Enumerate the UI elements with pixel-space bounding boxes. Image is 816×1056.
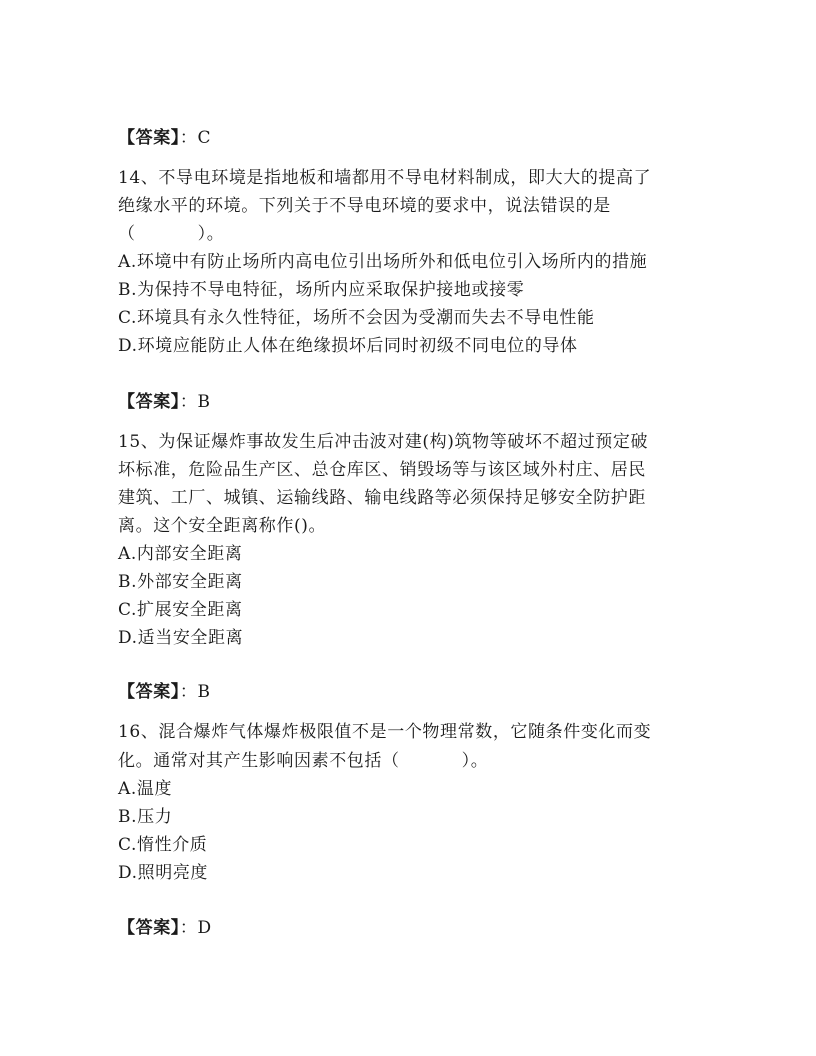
- question-16-option-c: C.惰性介质: [118, 835, 208, 855]
- answer-separator: ：: [179, 128, 198, 148]
- answer-label: 【答案】: [118, 392, 180, 412]
- answer-line-15: [118, 682, 211, 702]
- question-15-option-c: C.扩展安全距离: [118, 600, 243, 620]
- answer-value: B: [197, 682, 211, 702]
- answer-label: 【答案】: [118, 918, 180, 938]
- question-15-option-a: A.内部安全距离: [118, 544, 243, 564]
- question-16-option-b: B.压力: [118, 807, 173, 827]
- question-15-option-d: D.适当安全距离: [118, 628, 244, 648]
- question-15-option-b: B.外部安全距离: [118, 572, 243, 592]
- answer-label: 【答案】: [118, 128, 180, 148]
- answer-line-16: [118, 918, 212, 938]
- question-14-option-a: A.环境中有防止场所内高电位引出场所外和低电位引入场所内的措施: [118, 252, 648, 272]
- answer-separator: ：: [179, 392, 198, 412]
- question-15-stem-line-2: 坏标准，危险品生产区、总仓库区、销毁场等与该区域外村庄、居民: [118, 460, 646, 480]
- question-14-stem-line-2: 绝缘水平的环境。下列关于不导电环境的要求中，说法错误的是: [118, 196, 611, 216]
- close-paren: ）。: [197, 224, 225, 244]
- question-14-option-b: B.为保持不导电特征，场所内应采取保护接地或接零: [118, 280, 525, 300]
- question-16-stem-line-2: [118, 751, 488, 771]
- answer-value: C: [197, 128, 212, 148]
- question-14-stem-line-1: 14、不导电环境是指地板和墙都用不导电材料制成，即大大的提高了: [118, 168, 652, 188]
- answer-value: D: [197, 918, 212, 938]
- answer-separator: ：: [179, 682, 198, 702]
- question-14-option-d: D.环境应能防止人体在绝缘损坏后同时初级不同电位的导体: [118, 336, 578, 356]
- question-15-stem-line-1: 15、为保证爆炸事故发生后冲击波对建(构)筑物等破坏不超过预定破: [118, 432, 649, 452]
- answer-line-14: [118, 392, 211, 412]
- question-16-option-d: D.照明亮度: [118, 863, 209, 883]
- stem-text: 化。通常对其产生影响因素不包括（: [118, 751, 400, 771]
- close-paren: ）。: [461, 751, 489, 771]
- question-16-option-a: A.温度: [118, 779, 173, 799]
- question-14-stem-line-3: [118, 224, 224, 244]
- open-paren: （: [118, 224, 136, 244]
- answer-separator: ：: [179, 918, 198, 938]
- answer-label: 【答案】: [118, 682, 180, 702]
- question-15-stem-line-4: 离。这个安全距离称作()。: [118, 516, 327, 536]
- question-15-stem-line-3: 建筑、工厂、城镇、运输线路、输电线路等必须保持足够安全防护距: [118, 488, 646, 508]
- answer-line-13: [118, 128, 211, 148]
- question-14-option-c: C.环境具有永久性特征，场所不会因为受潮而失去不导电性能: [118, 308, 595, 328]
- question-16-stem-line-1: 16、混合爆炸气体爆炸极限值不是一个物理常数，它随条件变化而变: [118, 722, 652, 742]
- answer-value: B: [197, 392, 211, 412]
